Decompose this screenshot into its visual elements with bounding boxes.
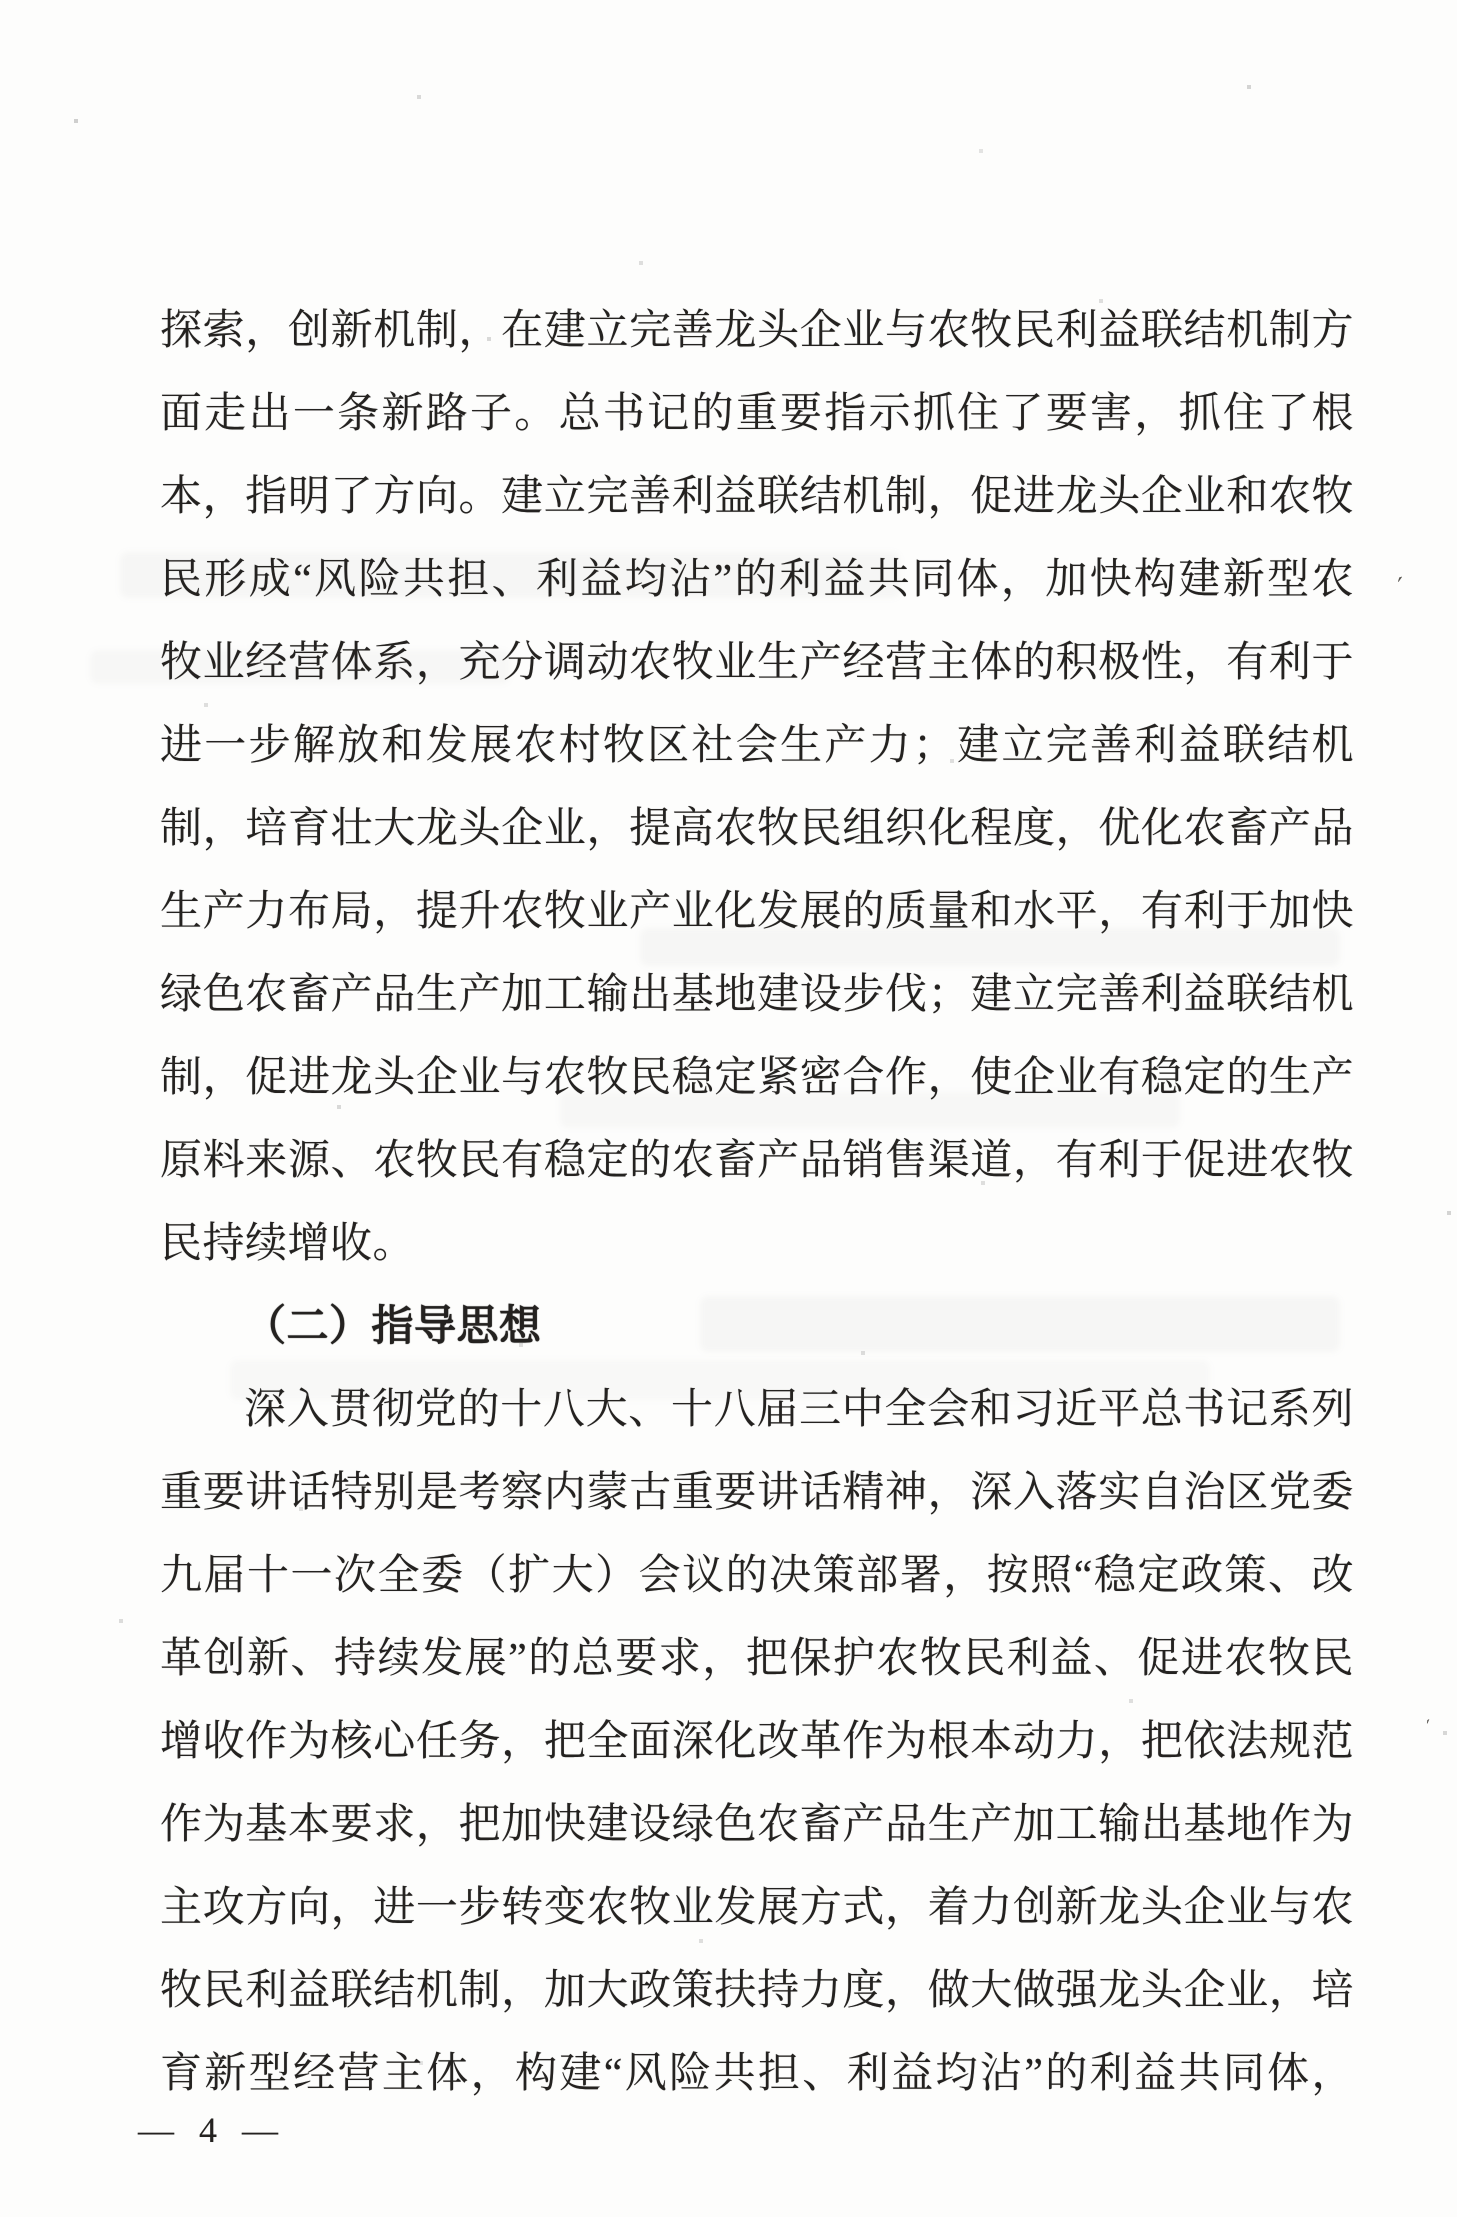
text-line: 育新型经营主体，构建“风险共担、利益均沾”的利益共同体， <box>160 2051 1354 2097</box>
scan-mark: ˊ <box>1393 571 1411 602</box>
scan-speckles <box>0 0 2 2</box>
text-line: 重要讲话特别是考察内蒙古重要讲话精神，深入落实自治区党委 <box>160 1470 1354 1516</box>
section-heading: （二）指导思想 <box>244 1304 542 1350</box>
text-line: 民持续增收。 <box>160 1221 416 1267</box>
text-line: 面走出一条新路子。总书记的重要指示抓住了要害，抓住了根 <box>160 391 1354 437</box>
text-line: 增收作为核心任务，把全面深化改革作为根本动力，把依法规范 <box>160 1719 1354 1765</box>
scan-mark: ˊ <box>1422 1715 1440 1739</box>
text-line: 牧业经营体系，充分调动农牧业生产经营主体的积极性，有利于 <box>160 640 1354 686</box>
text-line: 主攻方向，进一步转变农牧业发展方式，着力创新龙头企业与农 <box>160 1885 1354 1931</box>
document-body <box>160 290 1354 2116</box>
page-number: — 4 — <box>138 2110 286 2150</box>
text-line: 本，指明了方向。建立完善利益联结机制，促进龙头企业和农牧 <box>160 474 1354 520</box>
text-line: 原料来源、农牧民有稳定的农畜产品销售渠道，有利于促进农牧 <box>160 1138 1354 1184</box>
text-line: 制，促进龙头企业与农牧民稳定紧密合作，使企业有稳定的生产 <box>160 1055 1354 1101</box>
text-line: 进一步解放和发展农村牧区社会生产力；建立完善利益联结机 <box>160 723 1354 769</box>
text-line: 制，培育壮大龙头企业，提高农牧民组织化程度，优化农畜产品 <box>160 806 1354 852</box>
text-line: 牧民利益联结机制，加大政策扶持力度，做大做强龙头企业，培 <box>160 1968 1354 2014</box>
text-line: 生产力布局，提升农牧业产业化发展的质量和水平，有利于加快 <box>160 889 1354 935</box>
text-line: 民形成“风险共担、利益均沾”的利益共同体，加快构建新型农 <box>160 557 1354 603</box>
text-line: 深入贯彻党的十八大、十八届三中全会和习近平总书记系列 <box>244 1387 1354 1433</box>
text-line: 绿色农畜产品生产加工输出基地建设步伐；建立完善利益联结机 <box>160 972 1354 1018</box>
text-line: 革创新、持续发展”的总要求，把保护农牧民利益、促进农牧民 <box>160 1636 1354 1682</box>
text-line: 探索，创新机制，在建立完善龙头企业与农牧民利益联结机制方 <box>160 308 1354 354</box>
text-line: 九届十一次全委（扩大）会议的决策部署，按照“稳定政策、改 <box>160 1553 1354 1599</box>
text-line: 作为基本要求，把加快建设绿色农畜产品生产加工输出基地作为 <box>160 1802 1354 1848</box>
